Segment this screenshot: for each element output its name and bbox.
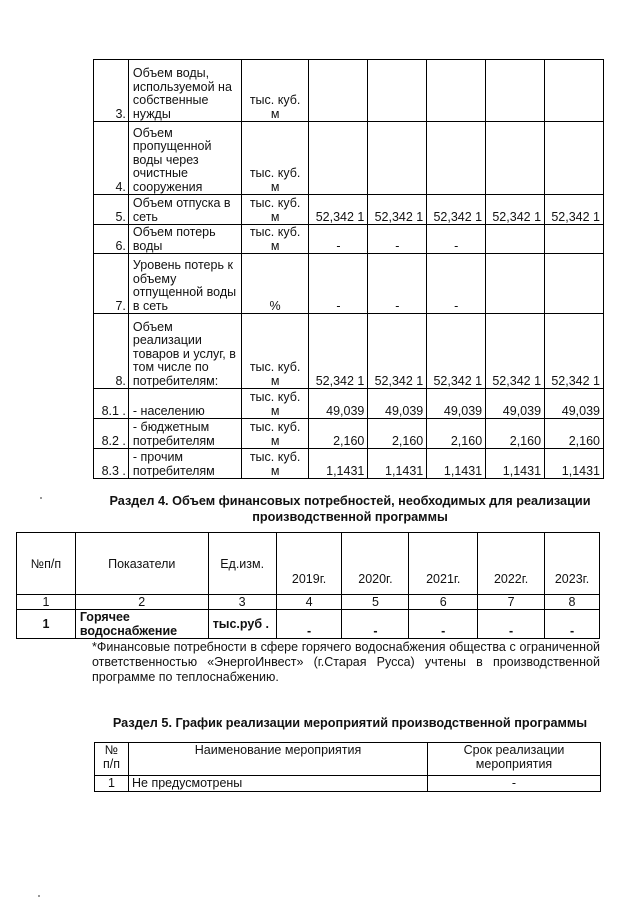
unit-cell: % (241, 254, 309, 314)
value-cell: - (368, 225, 427, 254)
row-number: 3. (94, 60, 129, 122)
value-cell (486, 254, 545, 314)
scan-speck (38, 895, 40, 897)
indicator-name: Горячее водоснабжение (75, 610, 208, 639)
column-index: 8 (545, 595, 600, 610)
row-number: 1 (17, 610, 76, 639)
table-row (95, 776, 601, 792)
value-cell: 52,342 1 (427, 195, 486, 225)
column-header-year: 2019г. (276, 533, 342, 595)
value-cell: 1,1431 (368, 449, 427, 479)
indicator-name: Объем отпуска в сеть (128, 195, 241, 225)
unit-cell: тыс. куб. м (241, 419, 309, 449)
value-cell: 49,039 (368, 389, 427, 419)
row-number: 8.1 . (94, 389, 129, 419)
value-cell: 52,342 1 (368, 314, 427, 389)
value-cell: 2,160 (309, 419, 368, 449)
value-cell: 52,342 1 (545, 195, 604, 225)
unit-cell: тыс.руб . (208, 610, 276, 639)
value-cell (427, 60, 486, 122)
value-cell (427, 122, 486, 195)
section-4-heading: Раздел 4. Объем финансовых потребностей, необходимых для реализации производственной программы (109, 494, 591, 524)
value-cell: 52,342 1 (545, 314, 604, 389)
value-cell: 49,039 (545, 389, 604, 419)
value-cell: 49,039 (486, 389, 545, 419)
column-header-number: № п/п (95, 743, 129, 776)
value-cell: 2,160 (545, 419, 604, 449)
section-5-heading: Раздел 5. График реализации мероприятий производственной программы (112, 716, 588, 730)
value-cell: 52,342 1 (427, 314, 486, 389)
column-index: 6 (409, 595, 478, 610)
value-cell: - (409, 610, 478, 639)
indicator-name: Объем потерь воды (128, 225, 241, 254)
value-cell: 2,160 (368, 419, 427, 449)
scan-speck (40, 497, 42, 499)
value-cell: - (427, 225, 486, 254)
value-cell: 52,342 1 (486, 314, 545, 389)
value-cell: 1,1431 (545, 449, 604, 479)
row-number: 5. (94, 195, 129, 225)
indicator-name: Объем воды, используемой на собственные нужды (128, 60, 241, 122)
value-cell: 52,342 1 (486, 195, 545, 225)
value-cell: 49,039 (309, 389, 368, 419)
value-cell: 52,342 1 (309, 195, 368, 225)
value-cell: 52,342 1 (368, 195, 427, 225)
financial-note: *Финансовые потребности в сфере горячего водоснабжения общества с ограниченной ответственностью «ЭнергоИнвест» (г.Старая Русса) учтены в производственной программе по теплоснабжению. (92, 640, 600, 684)
value-cell: 49,039 (427, 389, 486, 419)
table-row (94, 225, 604, 254)
value-cell: 2,160 (486, 419, 545, 449)
column-index: 4 (276, 595, 342, 610)
table-row (94, 314, 604, 389)
column-header-activity: Наименование мероприятия (129, 743, 428, 776)
value-cell: - (478, 610, 545, 639)
header-row (17, 533, 600, 595)
value-cell: 1,1431 (309, 449, 368, 479)
unit-cell: тыс. куб. м (241, 195, 309, 225)
table-row (94, 60, 604, 122)
unit-cell: тыс. куб. м (241, 314, 309, 389)
value-cell: 1,1431 (486, 449, 545, 479)
value-cell: - (309, 225, 368, 254)
value-cell: - (342, 610, 409, 639)
indicator-name: - населению (128, 389, 241, 419)
value-cell: 52,342 1 (309, 314, 368, 389)
value-cell (368, 122, 427, 195)
unit-cell: тыс. куб. м (241, 225, 309, 254)
row-number: 4. (94, 122, 129, 195)
financial-needs-table (16, 532, 600, 639)
table-row (94, 389, 604, 419)
header-row (95, 743, 601, 776)
value-cell: - (368, 254, 427, 314)
value-cell: 2,160 (427, 419, 486, 449)
table-row (94, 449, 604, 479)
activity-term: - (428, 776, 601, 792)
unit-cell: тыс. куб. м (241, 389, 309, 419)
row-number: 8.2 . (94, 419, 129, 449)
activity-name: Не предусмотрены (129, 776, 428, 792)
column-header-year: 2020г. (342, 533, 409, 595)
column-header-year: 2022г. (478, 533, 545, 595)
column-index: 3 (208, 595, 276, 610)
column-header-number: №п/п (17, 533, 76, 595)
table-row (17, 610, 600, 639)
column-index: 2 (75, 595, 208, 610)
value-cell (545, 254, 604, 314)
column-index: 7 (478, 595, 545, 610)
value-cell (368, 60, 427, 122)
column-index: 5 (342, 595, 409, 610)
row-number: 7. (94, 254, 129, 314)
indicator-name: Объем реализации товаров и услуг, в том числе по потребителям: (128, 314, 241, 389)
row-number: 8.3 . (94, 449, 129, 479)
value-cell (309, 122, 368, 195)
unit-cell: тыс. куб. м (241, 449, 309, 479)
value-cell: - (276, 610, 342, 639)
column-index-row (17, 595, 600, 610)
indicator-name: Уровень потерь к объему отпущенной воды в сеть (128, 254, 241, 314)
unit-cell: тыс. куб. м (241, 60, 309, 122)
value-cell: - (545, 610, 600, 639)
table-row (94, 254, 604, 314)
row-number: 1 (95, 776, 129, 792)
column-header-indicator: Показатели (75, 533, 208, 595)
table-row (94, 122, 604, 195)
column-header-term: Срок реализации мероприятия (428, 743, 601, 776)
table-row (94, 419, 604, 449)
column-header-unit: Ед.изм. (208, 533, 276, 595)
value-cell (486, 225, 545, 254)
column-header-year: 2021г. (409, 533, 478, 595)
value-cell: - (309, 254, 368, 314)
row-number: 6. (94, 225, 129, 254)
value-cell (545, 122, 604, 195)
indicator-name: - бюджетным потребителям (128, 419, 241, 449)
value-cell (486, 60, 545, 122)
value-cell: 1,1431 (427, 449, 486, 479)
value-cell (545, 225, 604, 254)
indicator-name: - прочим потребителям (128, 449, 241, 479)
row-number: 8. (94, 314, 129, 389)
indicators-table (93, 59, 604, 479)
column-index: 1 (17, 595, 76, 610)
unit-cell: тыс. куб. м (241, 122, 309, 195)
value-cell (309, 60, 368, 122)
column-header-year: 2023г. (545, 533, 600, 595)
value-cell (486, 122, 545, 195)
value-cell (545, 60, 604, 122)
schedule-table (94, 742, 601, 792)
table-row (94, 195, 604, 225)
indicator-name: Объем пропущенной воды через очистные сооружения (128, 122, 241, 195)
value-cell: - (427, 254, 486, 314)
